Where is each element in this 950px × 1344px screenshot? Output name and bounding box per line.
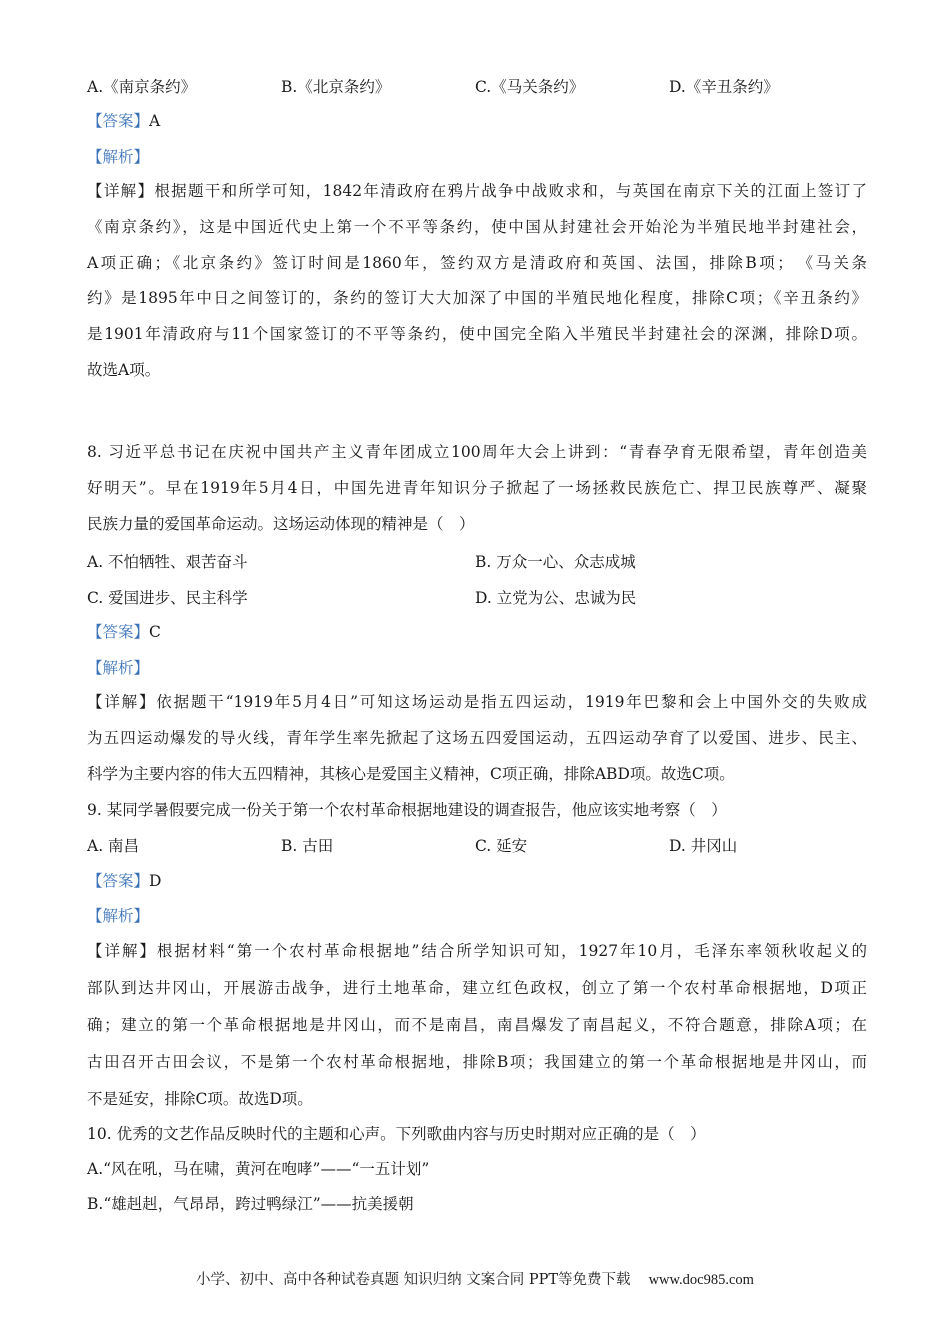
- q9-answer: [87, 870, 161, 892]
- answer-value: D: [149, 872, 162, 890]
- q9-detail-line: 不是延安，排除C项。故选D项。: [87, 1090, 313, 1108]
- q9-stem: 9. 某同学暑假要完成一份关于第一个农村革命根据地建设的调查报告，他应该实地考察（ ）: [87, 801, 727, 819]
- q8-answer: [87, 621, 161, 643]
- q7-analysis-tag: 【解析】: [87, 148, 150, 166]
- q7-option-c: C.《马关条约》: [475, 78, 585, 96]
- q7-option-b: B.《北京条约》: [281, 78, 391, 96]
- answer-tag: 【答案】: [87, 872, 150, 890]
- q8-detail-line: 为五四运动爆发的导火线，青年学生率先掀起了这场五四爱国运动，五四运动孕育了以爱国、进步、民主、: [87, 729, 867, 747]
- page-footer: [0, 1268, 950, 1289]
- q7-answer: [87, 110, 160, 132]
- q7-detail-line: [87, 180, 867, 202]
- q8-stem-line: 好明天”。早在1919年5月4日，中国先进青年知识分子掀起了一场拯救民族危亡、捍卫民族尊严、凝聚: [87, 479, 867, 497]
- q8-option-a: A. 不怕牺牲、艰苦奋斗: [87, 553, 248, 571]
- q9-option-a: A. 南昌: [87, 837, 140, 855]
- q10-stem: 10. 优秀的文艺作品反映时代的主题和心声。下列歌曲内容与历史时期对应正确的是（ ）: [87, 1125, 706, 1143]
- q9-detail-line: 确；建立的第一个革命根据地是井冈山，而不是南昌，南昌爆发了南昌起义，不符合题意，排除A项；在: [87, 1016, 867, 1034]
- q10-option-a: A.“风在吼，马在啸，黄河在咆哮”——“一五计划”: [87, 1160, 430, 1178]
- detail-tag: 【详解】: [87, 182, 155, 200]
- footer-link[interactable]: www.doc985.com: [648, 1272, 754, 1288]
- q9-detail-line: [87, 940, 867, 962]
- q7-option-a: A.《南京条约》: [87, 78, 197, 96]
- q7-detail-line: 《南京条约》，这是中国近代史上第一个不平等条约，使中国从封建社会开始沦为半殖民地半封建社会，: [87, 218, 867, 236]
- q8-option-c: C. 爱国进步、民主科学: [87, 589, 248, 607]
- q7-detail-line: 故选A项。: [87, 361, 161, 379]
- q7-detail-line: 是1901年清政府与11个国家签订的不平等条约，使中国完全陷入半殖民半封建社会的深渊，排除D项。: [87, 325, 867, 343]
- q8-detail-line: 科学为主要内容的伟大五四精神，其核心是爱国主义精神，C项正确，排除ABD项。故选C项。: [87, 765, 735, 783]
- q8-analysis-tag: 【解析】: [87, 659, 150, 677]
- q8-detail-line: [87, 691, 867, 713]
- q10-option-b: B.“雄赳赳，气昂昂，跨过鸭绿江”——抗美援朝: [87, 1195, 414, 1213]
- q7-detail-line: A项正确；《北京条约》签订时间是1860年，签约双方是清政府和英国、法国，排除B项； 《马关条: [87, 254, 867, 272]
- q7-detail-line: 约》是1895年中日之间签订的，条约的签订大大加深了中国的半殖民地化程度，排除C项；《辛丑条约》: [87, 289, 867, 307]
- answer-tag: 【答案】: [87, 623, 150, 641]
- q8-option-d: D. 立党为公、忠诚为民: [475, 589, 637, 607]
- answer-value: C: [149, 623, 161, 641]
- q7-option-d: D.《辛丑条约》: [669, 78, 779, 96]
- answer-tag: 【答案】: [87, 112, 150, 130]
- q8-option-b: B. 万众一心、众志成城: [475, 553, 636, 571]
- q8-stem-line: 民族力量的爱国革命运动。这场运动体现的精神是（ ）: [87, 515, 475, 533]
- q9-analysis-tag: 【解析】: [87, 907, 150, 925]
- q8-stem-line: 8. 习近平总书记在庆祝中国共产主义青年团成立100周年大会上讲到：“青春孕育无限希望，青年创造美: [87, 443, 867, 461]
- answer-value: A: [149, 112, 161, 130]
- q9-option-d: D. 井冈山: [669, 837, 738, 855]
- q9-option-c: C. 延安: [475, 837, 528, 855]
- q9-option-b: B. 古田: [281, 837, 334, 855]
- detail-text: 根据材料“第一个农村革命根据地”结合所学知识可知，1927年10月，毛泽东率领秋收起义的: [156, 942, 867, 960]
- footer-text: 小学、初中、高中各种试卷真题 知识归纳 文案合同 PPT等免费下载: [196, 1272, 631, 1288]
- detail-text: 依据题干“1919年5月4日”可知这场运动是指五四运动，1919年巴黎和会上中国外交的失败成: [156, 693, 867, 711]
- detail-text: 根据题干和所学可知，1842年清政府在鸦片战争中战败求和，与英国在南京下关的江面上签订了: [154, 182, 867, 200]
- detail-tag: 【详解】: [87, 942, 157, 960]
- detail-tag: 【详解】: [87, 693, 157, 711]
- q9-detail-line: 部队到达井冈山，开展游击战争，进行土地革命，建立红色政权，创立了第一个农村革命根据地，D项正: [87, 979, 867, 997]
- q9-detail-line: 古田召开古田会议，不是第一个农村革命根据地，排除B项；我国建立的第一个革命根据地是井冈山，而: [87, 1053, 867, 1071]
